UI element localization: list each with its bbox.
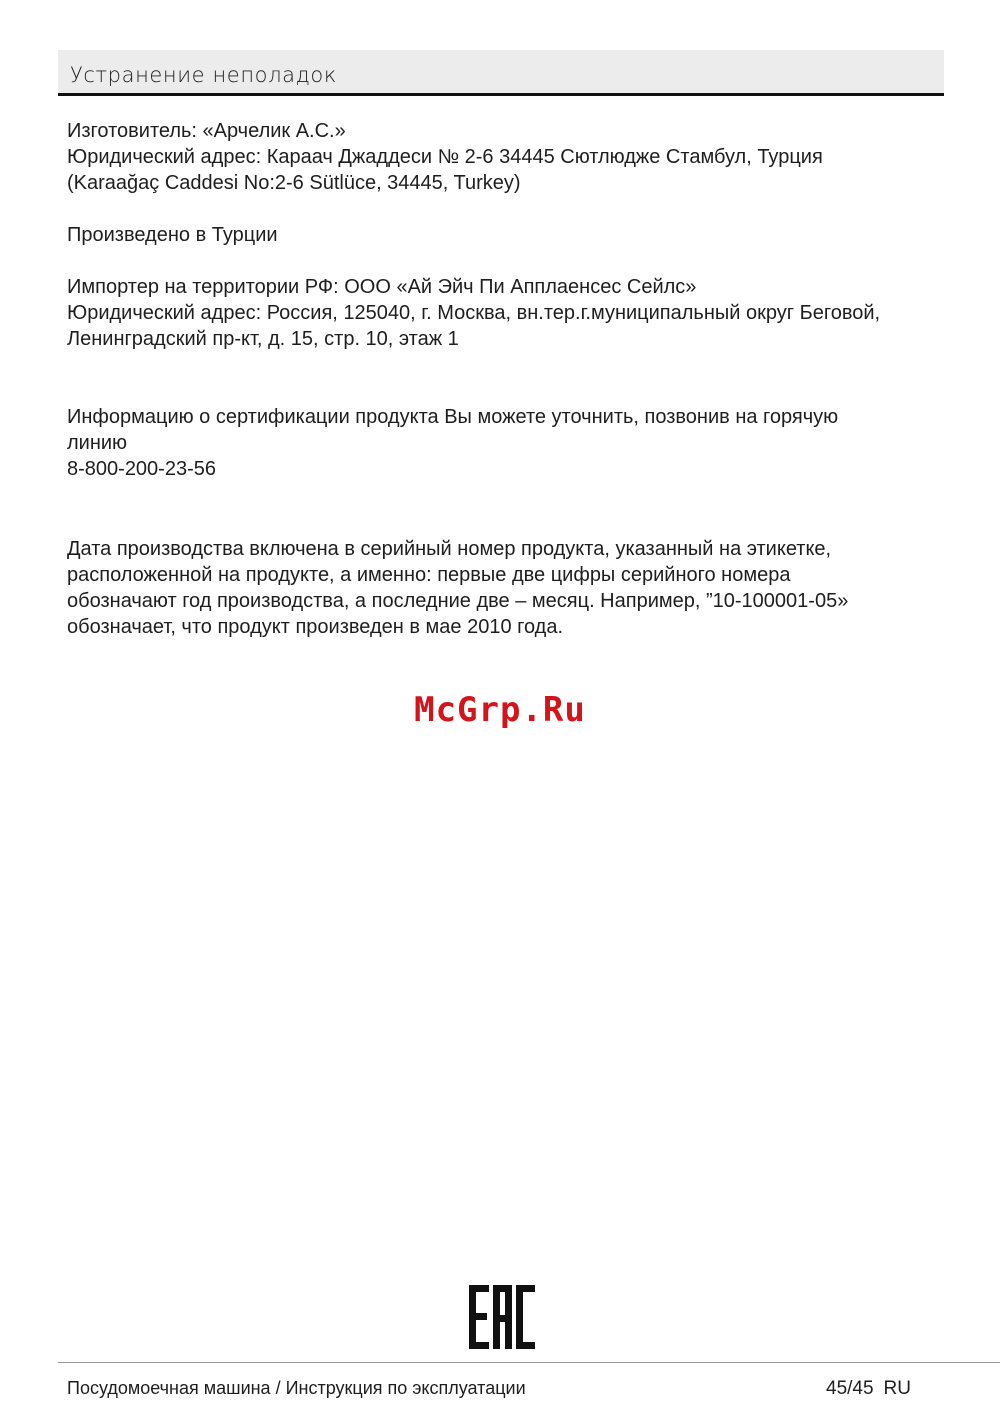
- importer-address-line-2: Ленинградский пр-кт, д. 15, стр. 10, этаж 1: [67, 328, 459, 350]
- production-date-line-1: Дата производства включена в серийный номер продукта, указанный на этикетке,: [67, 538, 832, 560]
- footer-divider: [58, 1362, 1000, 1363]
- hotline-phone: 8-800-200-23-56: [67, 458, 216, 480]
- importer-block: [67, 274, 937, 352]
- footer-document-title: Посудомоечная машина / Инструкция по эксплуатации: [67, 1378, 526, 1398]
- section-title: Устранение неполадок: [70, 63, 337, 87]
- production-date-block: [67, 536, 937, 640]
- certification-block: [67, 404, 937, 482]
- watermark-text: McGrp.Ru: [414, 690, 586, 730]
- origin-text: Произведено в Турции: [67, 224, 278, 246]
- manufacturer-block: [67, 118, 937, 196]
- importer-address-line-1: Юридический адрес: Россия, 125040, г. Москва, вн.тер.г.муниципальный округ Беговой,: [67, 302, 881, 324]
- manufacturer-address-latin: (Karaağaç Caddesi No:2-6 Sütlüce, 34445, Turkey): [67, 172, 521, 194]
- eac-mark-icon: [469, 1285, 535, 1349]
- importer-name: Импортер на территории РФ: ООО «Ай Эйч Пи Апплаенсес Сейлс»: [67, 276, 697, 298]
- manufacturer-address: Юридический адрес: Караач Джаддеси № 2-6 34445 Сютлюдже Стамбул, Турция: [67, 146, 823, 168]
- certification-line-1: Информацию о сертификации продукта Вы можете уточнить, позвонив на горячую: [67, 406, 839, 428]
- language-code: RU: [883, 1378, 911, 1399]
- production-date-line-2: расположенной на продукте, а именно: первые две цифры серийного номера: [67, 564, 791, 586]
- production-date-line-4: обозначает, что продукт произведен в мае 2010 года.: [67, 616, 564, 638]
- page-number: 45/45: [826, 1378, 874, 1399]
- manufacturer-name: Изготовитель: «Арчелик А.С.»: [67, 120, 346, 142]
- origin-block: [67, 222, 937, 248]
- section-header: [58, 50, 944, 96]
- production-date-line-3: обозначают год производства, а последние две – месяц. Например, ”10-100001-05»: [67, 590, 849, 612]
- footer-page-info: [826, 1378, 911, 1400]
- certification-line-2: линию: [67, 432, 128, 454]
